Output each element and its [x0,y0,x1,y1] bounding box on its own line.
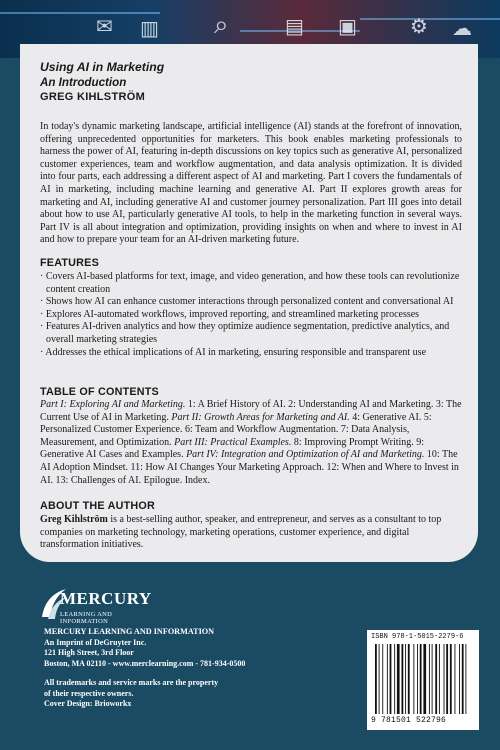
envelope-icon: ✉ [96,14,113,38]
list-item: · Explores AI-automated workflows, improved reporting, and streamlined marketing processes [40,308,420,320]
barcode-bars [375,644,471,714]
book-title: Using AI in Marketing [40,60,165,74]
table-of-contents [40,399,462,487]
about-author-bio: is a best-selling author, speaker, and entrepreneur, and serves as a consultant to top companies on marketing technology, marketing operations, customer experience, and digital transformation initiatives. [40,514,442,551]
about-author-text [40,514,462,552]
publisher-info [44,627,245,669]
list-item: · Covers AI-based platforms for text, image, and video generation, and how these tools can revolutionize content creation [40,271,460,295]
toc-part-1: Part I: Exploring AI and Marketing. [40,399,186,410]
cloud-icon: ☁ [452,16,472,40]
trademark-note-1: All trademarks and service marks are the property [44,678,219,687]
toc-chapters-2: 4: Generative AI. 5: Personalized Customer Experience. 6: Team and Workflow Augmentation. 7: Data Analysis, Measurement, and Optimization. [40,411,432,448]
features-list [40,271,462,359]
publisher-imprint: An Imprint of DeGruyter Inc. [44,637,147,647]
logo-subtitle: LEARNING AND INFORMATION [60,611,113,625]
magnifier-icon: ⌕ [214,10,229,40]
author-name: GREG KIHLSTRÖM [40,91,146,103]
toc-chapters-4: 10: The AI Adoption Mindset. 11: How AI Changes Your Marketing Approach. 12: When and Where to Invest in AI. 13: Challenges of AI. Epilogue. Index. [40,449,459,486]
publisher-logo [38,585,152,625]
title-block [40,60,460,105]
about-author-name: Greg Kihlström [40,514,108,525]
toc-heading: TABLE OF CONTENTS [40,386,159,398]
gear-icon: ⚙ [410,14,428,38]
toc-chapters-3: 8: Improving Prompt Writing. 9: Generative AI Cases and Examples. [40,436,425,461]
chart-icon: ▥ [140,16,159,40]
barcode-digits: 9 781501 522796 [371,716,447,725]
publisher-name: MERCURY LEARNING AND INFORMATION [44,627,215,636]
isbn-label: ISBN 978-1-5015-2279-6 [371,633,464,641]
intro-paragraph: In today's dynamic marketing landscape, artificial intelligence (AI) stands at the forefront of innovation, offering unprecedented opportunities for marketers. This book enables marketing professionals to harness the power of AI, featuring in-depth discussions on key topics such as generative AI, personalized customer experiences, team and workflow augmentation, and data analysis optimization. It is divided into four parts, each addressing a different aspect of AI and marketing. Part I covers the fundamentals of AI in marketing, including machine learning and generative AI. Part II explores growth areas for marketing and AI, including generative AI and customer journey personalization. Part III goes into detail about how to use AI, particularly generative AI tools, to help in the marketing function in several ways. Part IV is all about integration and optimization, providing insights on when and where to invest in AI and how to prepare your team for an AI-driven marketing future. [40,121,462,246]
circuit-line [0,12,160,14]
features-heading: FEATURES [40,257,99,269]
list-item: · Shows how AI can enhance customer interactions through personalized content and conversational AI [40,296,454,308]
toc-part-4: Part IV: Integration and Optimization of AI and Marketing. [186,449,425,461]
trademark-note-2: of their respective owners. [44,688,134,698]
circuit-line [360,18,500,20]
logo-wordmark: MERCURY [60,589,152,608]
image-icon: ▣ [338,14,357,38]
document-icon: ▤ [285,14,304,38]
publisher-street: 121 High Street, 3rd Floor [44,648,134,658]
legal-notes [44,678,218,710]
book-subtitle: An Introduction [40,76,127,89]
about-heading: ABOUT THE AUTHOR [40,500,155,512]
barcode [367,630,479,730]
list-item: · Addresses the ethical implications of AI in marketing, ensuring responsible and transparent use [40,346,427,358]
toc-part-3: Part III: Practical Examples. [174,436,292,448]
cover-design-credit: Cover Design: Brioworkx [44,699,132,709]
toc-chapters-1: 1: A Brief History of AI. 2: Understanding AI and Marketing. 3: The Current Use of AI in Marketing. [40,399,462,423]
publisher-contact: Boston, MA 02110 - www.merclearning.com - 781-934-0500 [44,658,246,668]
toc-part-2: Part II: Growth Areas for Marketing and AI. [171,411,350,423]
list-item: · Features AI-driven analytics and how they optimize audience segmentation, predictive analytics, and overall marketing strategies [40,321,450,345]
